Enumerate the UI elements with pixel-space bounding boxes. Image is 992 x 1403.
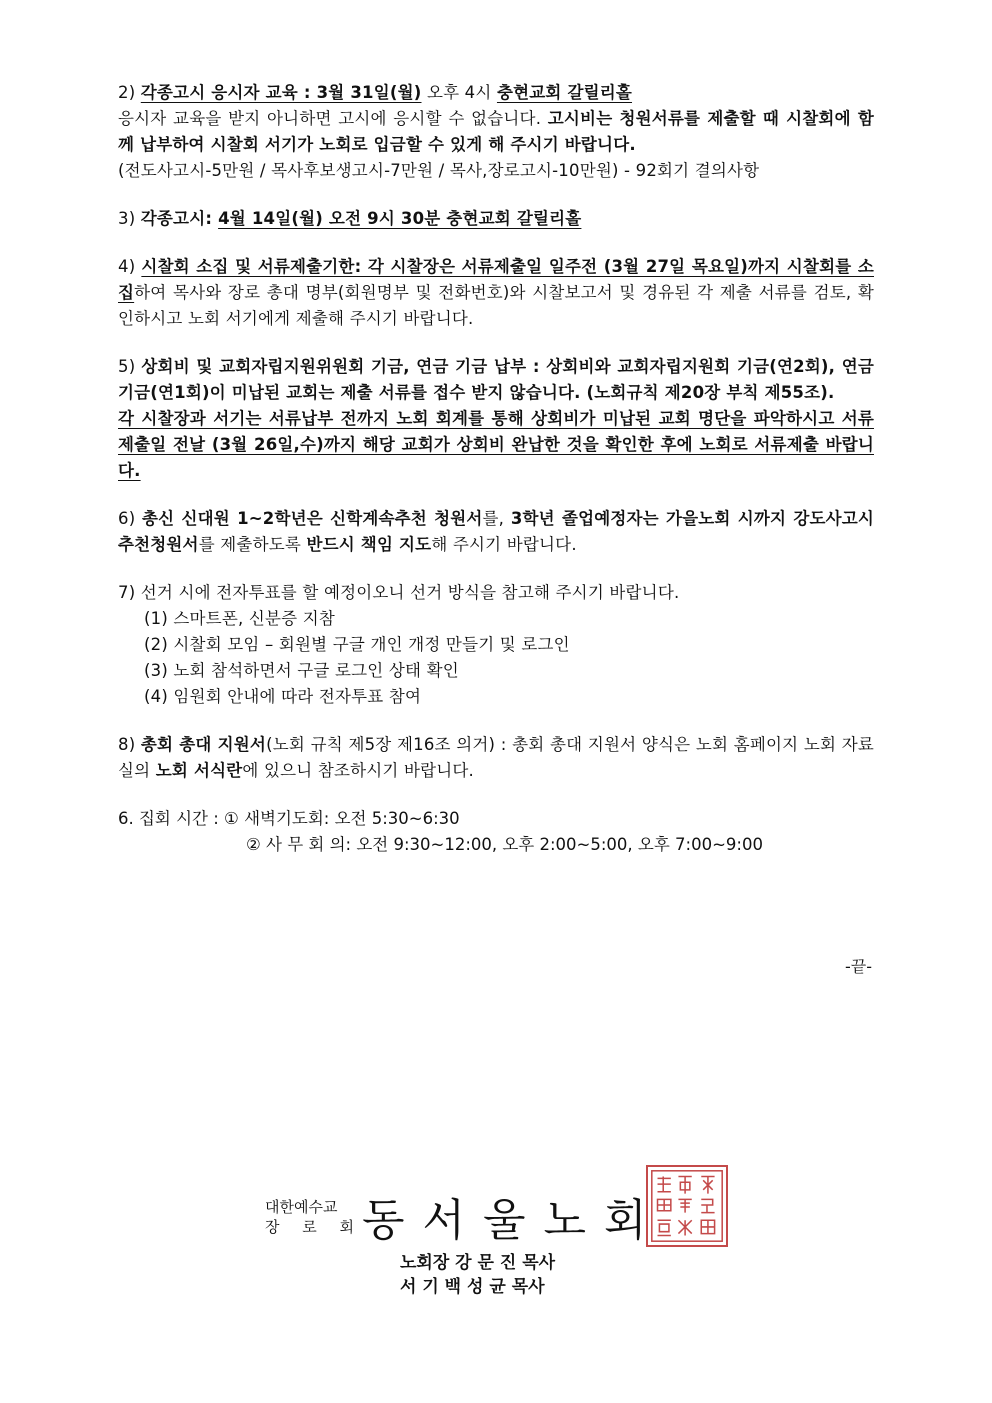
section-6-text-c: 해 주시기 바랍니다.: [431, 535, 577, 554]
dues-confirmation-notice: 각 시찰장과 서기는 서류납부 전까지 노회 회계를 통해 상회비가 미납된 교회 명단을 파악하시고 서류 제출일 전날 (3월 26일,수)까지 해당 교회가 상회비 완납한 것을 확인한 후에 노회로 서류제출 바랍니다.: [118, 409, 874, 480]
exam-education-title: 각종고시 응시자 교육 : 3월 31일(월): [140, 83, 422, 102]
schedule-row-1: [118, 806, 874, 832]
responsibility-notice: 반드시 책임 지도: [306, 535, 432, 554]
section-7: [118, 580, 874, 710]
section-2-number: 2): [118, 83, 141, 102]
section-5: [118, 354, 874, 484]
district-meeting-body: 하여 목사와 장로 총대 명부(회원명부 및 전화번호)와 시찰보고서 및 경유된 각 제출 서류를 검토, 확인하시고 노회 서기에게 제출해 주시기 바랍니다.: [118, 283, 874, 328]
exam-education-time: 오후 4시: [421, 83, 497, 102]
moderator-signature: 노회장 강 문 진 목사: [400, 1253, 556, 1273]
signers: [400, 1251, 555, 1299]
section-4: [118, 254, 874, 332]
e-voting-step: (3) 노회 참석하면서 구글 로그인 상태 확인: [144, 661, 459, 680]
clerk-signature: 서 기 백 성 균 목사: [400, 1277, 545, 1297]
section-6: [118, 506, 874, 558]
exam-fee-list: (전도사고시-5만원 / 목사후보생고시-7만원 / 목사,장로고시-10만원) - 92회기 결의사항: [118, 161, 760, 180]
denomination: [265, 1197, 363, 1237]
exam-datetime-venue: 4월 14일(월) 오전 9시 30분 충현교회 갈릴리홀: [218, 209, 582, 228]
section-8-number: 8): [118, 735, 141, 754]
e-voting-step: (2) 시찰회 모임 – 회원별 구글 개인 개정 만들기 및 로그인: [144, 635, 570, 654]
delegate-application-end: 에 있으니 참조하시기 바랍니다.: [242, 761, 474, 780]
exam-education-venue: 충현교회 갈릴리홀: [496, 83, 633, 102]
district-meeting-deadline: 시찰회 소집 및 서류제출기한: 각 시찰장은 서류제출일 일주전 (3월 27일 목요일)까지 시찰회를 소집: [118, 257, 874, 302]
dues-payment-notice: 상회비 및 교회자립지원위원회 기금, 연금 기금 납부 : 상회비와 교회자립지원회 기금(연2회), 연금기금(연1회)이 미납된 교회는 제출 서류를 접수 받지 않습니다. (노회규칙 제20장 부칙 제55조).: [118, 357, 874, 402]
e-voting-step: (1) 스마트폰, 신분증 지참: [144, 609, 336, 628]
document-body: [118, 80, 874, 858]
section-6-number: 6): [118, 509, 143, 528]
e-voting-step: (4) 임원회 안내에 따라 전자투표 참여: [144, 687, 422, 706]
delegate-application-body: (노회 규칙 제5장 제16조 의거) : 총회 총대 지원서 양식은 노회 홈페이지 노회 자료실의: [118, 735, 874, 780]
seal-graphic: [648, 1167, 726, 1245]
section-6-text-b: 를 제출하도록: [198, 535, 307, 554]
end-mark: -끝-: [844, 957, 872, 976]
meeting-schedule: [118, 806, 874, 858]
schedule-dawn-prayer: ① 새벽기도회: 오전 5:30~6:30: [224, 809, 460, 828]
form-section-name: 노회 서식란: [155, 761, 243, 780]
denomination-line-1: 대한예수교: [265, 1198, 338, 1216]
delegate-application: 총회 총대 지원서: [140, 735, 267, 754]
schedule-business-meeting: ② 사 무 회 의: 오전 9:30~12:00, 오후 2:00~5:00, 오후 7:00~9:00: [246, 835, 763, 854]
exam-title: 각종고시:: [140, 209, 219, 228]
official-seal-icon: [646, 1165, 728, 1247]
section-3-number: 3): [118, 209, 141, 228]
exam-fee-notice: 고시비는 청원서류를 제출할 때 시찰회에 함께 납부하여 시찰회 서기가 노회로 입금할 수 있게 해 주시기 바랍니다.: [118, 109, 874, 154]
graduate-petition: 3학년 졸업예정자는 가을노회 시까지 강도사고시 추천청원서: [118, 509, 875, 554]
signature-block: [0, 1165, 992, 1305]
schedule-label: 6. 집회 시간 :: [118, 809, 225, 828]
section-3: [118, 206, 874, 232]
e-voting-intro: 7) 선거 시에 전자투표를 할 예정이오니 선거 방식을 참고해 주시기 바랍니다.: [118, 583, 680, 602]
section-8: [118, 732, 874, 784]
seminary-petition: 총신 신대원 1~2학년은 신학계속추천 청원서: [142, 509, 483, 528]
section-2: [118, 80, 874, 184]
exam-education-notice: 응시자 교육을 받지 아니하면 고시에 응시할 수 없습니다.: [118, 109, 548, 128]
denomination-line-2: 장 로 회: [265, 1218, 364, 1236]
section-4-number: 4): [118, 257, 142, 276]
presbytery-name: 동서울노회: [362, 1195, 665, 1246]
section-6-text-a: 를,: [482, 509, 511, 528]
section-5-number: 5): [118, 357, 142, 376]
